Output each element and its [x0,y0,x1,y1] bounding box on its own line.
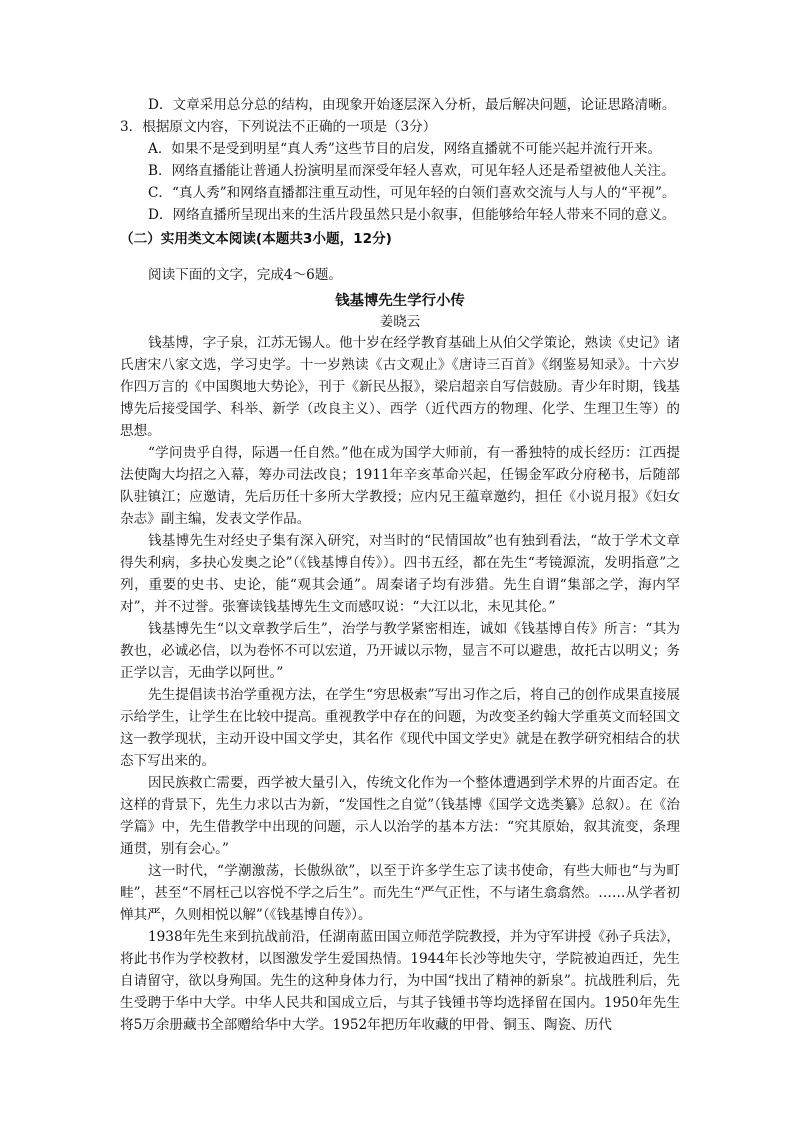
article-paragraph-2: “学问贵乎自得，际遇一任自然。”他在成为国学大师前，有一番独特的成长经历：江西提法使陶大均招之入幕，筹办司法改良；1911年辛亥革命兴起，任锡金军政分府秘书，后随部队驻镇江；应邀请，先后历任十多所大学教授；应内兄王蕴章邀约，担任《小说月报》《妇女杂志》副主编，发表文学作品。 [120,445,680,527]
q3-stem: 3．根据原文内容，下列说法不正确的一项是（3分） [120,119,437,135]
q3-option-d: D．网络直播所呈现出来的生活片段虽然只是小叙事，但能够给年轻人带来不同的意义。 [148,207,676,223]
q3-option-c: C．“真人秀”和网络直播都注重互动性，可见年轻的白领们喜欢交流与人与人的“平视”。 [148,185,676,201]
q3-option-b: B．网络直播能让普通人扮演明星而深受年轻人喜欢，可见年轻人还是希望被他人关注。 [148,163,675,179]
q2-option-d: D．文章采用总分总的结构，由现象开始逐层深入分析，最后解决问题，论证思路清晰。 [148,97,676,113]
article-paragraph-7: 这一时代，“学潮激荡，长傲纵欲”，以至于许多学生忘了读书使命，有些大师也“与为町畦”，甚至“不屑枉己以容悦不学之后生”。而先生“严气正性，不与诸生翕翕然。……从学者初惮其严，久则相悦以解”（《钱基博自传》）。 [120,863,680,923]
article-paragraph-6: 因民族救亡需要，西学被大量引入，传统文化作为一个整体遭遇到学术界的片面否定。在这样的背景下，先生力求以古为新，“发国性之自觉”（钱基博《国学文选类纂》总叙）。在《治学篇》中，先生借教学中出现的问题，示人以治学的基本方法：“究其原始，叙其流变，条理通贯，别有会心。” [120,775,680,857]
q3-option-a: A．如果不是受到明星“真人秀”这些节目的启发，网络直播就不可能兴起并流行开来。 [148,141,662,157]
article-paragraph-3: 钱基博先生对经史子集有深入研究，对当时的“民情国故”也有独到看法，“故于学术文章得失利病，多抉心发奥之论”（《钱基博自传》）。四书五经，都在先生“考镜源流，发明指意”之列，重要的史书、史论，能“观其会通”。周秦诸子均有涉猎。先生自谓“集部之学，海内罕对”，并不过誉。张謇读钱基博先生文而感叹说：“大江以北，未见其伦。” [120,533,680,615]
article-paragraph-4: 钱基博先生“以文章教学后生”，治学与教学紧密相连，诚如《钱基博自传》所言：“其为教也，必诚必信，以为卷怀不可以宏道，乃开诚以示物，显言不可以避患，故托古以明义；务正学以言，无曲学以阿世。” [120,621,680,681]
section-heading: （二）实用类文本阅读(本题共3小题，12分) [120,231,392,247]
document-page [120,94,680,1036]
article-author: 姜晓云 [379,314,421,330]
article-paragraph-8: 1938年先生来到抗战前沿，任湖南蓝田国立师范学院教授，并为守军讲授《孙子兵法》，将此书作为学校教材，以图激发学生爱国热情。1944年长沙等地失守，学院被迫西迁，先生自请留守，欲以身殉国。先生的这种身体力行，为中国“找出了精神的新泉”。抗战胜利后，先生受聘于华中大学。中华人民共和国成立后，与其子钱锺书等均选择留在国内。1950年先生将5万余册藏书全部赠给华中大学。1952年把历年收藏的甲骨、铜玉、陶瓷、历代 [120,929,680,1033]
article-title: 钱基博先生学行小传 [335,293,465,309]
article-paragraph-1: 钱基博，字子泉，江苏无锡人。他十岁在经学教育基础上从伯父学策论，熟读《史记》诸氏唐宋八家文选，学习史学。十一岁熟读《古文观止》《唐诗三百首》《纲鉴易知录》。十六岁作四万言的《中国舆地大势论》，刊于《新民丛报》，梁启超亲自写信鼓励。青少年时期，钱基博先后接受国学、科举、新学（改良主义）、西学（近代西方的物理、化学、生理卫生等）的思想。 [120,335,680,439]
article-paragraph-5: 先生提倡读书治学重视方法，在学生“穷思极索”写出习作之后，将自己的创作成果直接展示给学生，让学生在比较中提高。重视教学中存在的问题，为改变圣约翰大学重英文而轻国文这一教学现状，主动开设中国文学史，其名作《现代中国文学史》就是在教学研究相结合的状态下写出来的。 [120,687,680,769]
reading-instruction: 阅读下面的文字，完成4～6题。 [148,267,343,283]
